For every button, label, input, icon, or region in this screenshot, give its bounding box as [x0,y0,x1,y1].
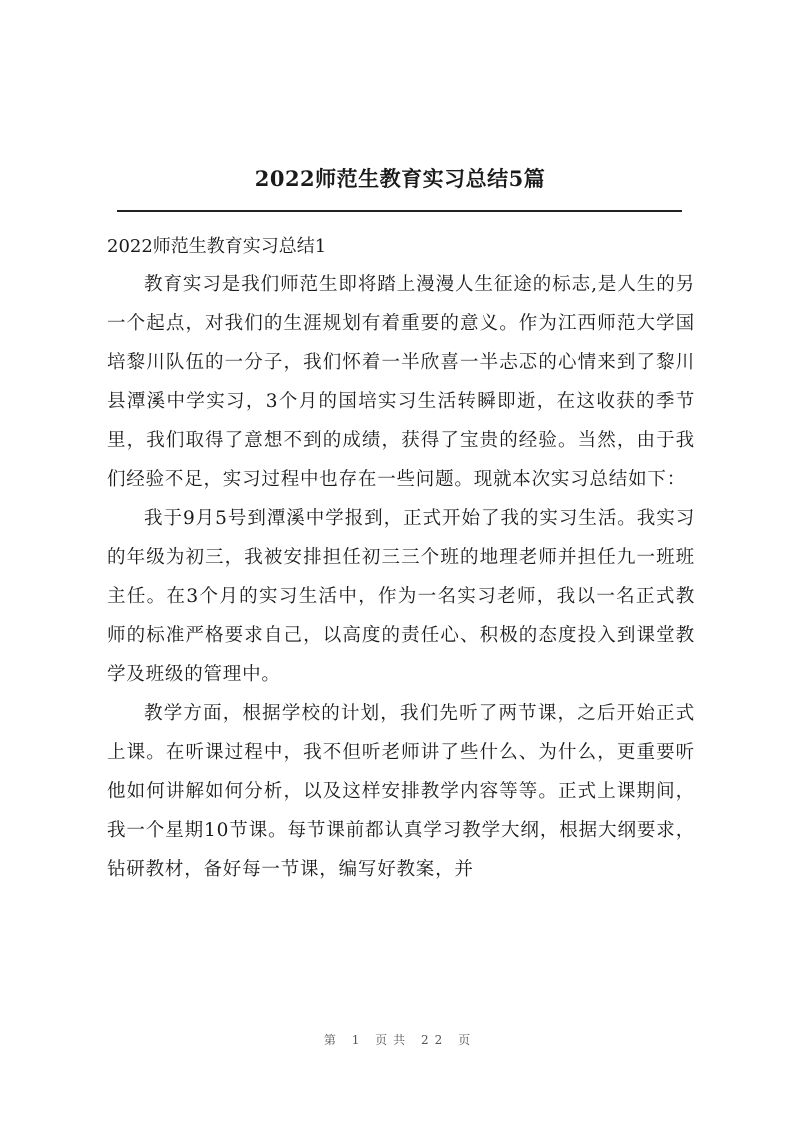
document-title: 2022师范生教育实习总结5篇 [254,166,546,191]
page-footer: 第 1 页共 22 页 [323,1033,477,1047]
paragraph-3: 教学方面，根据学校的计划，我们先听了两节课，之后开始正式上课。在听课过程中，我不但听老师讲了些什么、为什么，更重要听他如何讲解如何分析，以及这样安排教学内容等等。正式上课期间，我一个星期10节课。每节课前都认真学习教学大纲，根据大纲要求，钻研教材，备好每一节课，编写好教案，并 [107,703,695,880]
section-heading: 2022师范生教育实习总结1 [107,236,327,257]
paragraph-1: 教育实习是我们师范生即将踏上漫漫人生征途的标志,是人生的另一个起点，对我们的生涯规划有着重要的意义。作为江西师范大学国培黎川队伍的一分子，我们怀着一半欣喜一半忐忑的心情来到了黎川县潭溪中学实习，3个月的国培实习生活转瞬即逝，在这收获的季节里，我们取得了意想不到的成绩，获得了宝贵的经验。当然，由于我们经验不足，实习过程中也存在一些问题。现就本次实习总结如下： [107,274,695,490]
title-divider [117,210,682,212]
paragraph-2: 我于9月5号到潭溪中学报到，正式开始了我的实习生活。我实习的年级为初三，我被安排担任初三三个班的地理老师并担任九一班班主任。在3个月的实习生活中，作为一名实习老师，我以一名正式教师的标准严格要求自己，以高度的责任心、积极的态度投入到课堂教学及班级的管理中。 [107,508,695,685]
document-body [107,229,695,889]
